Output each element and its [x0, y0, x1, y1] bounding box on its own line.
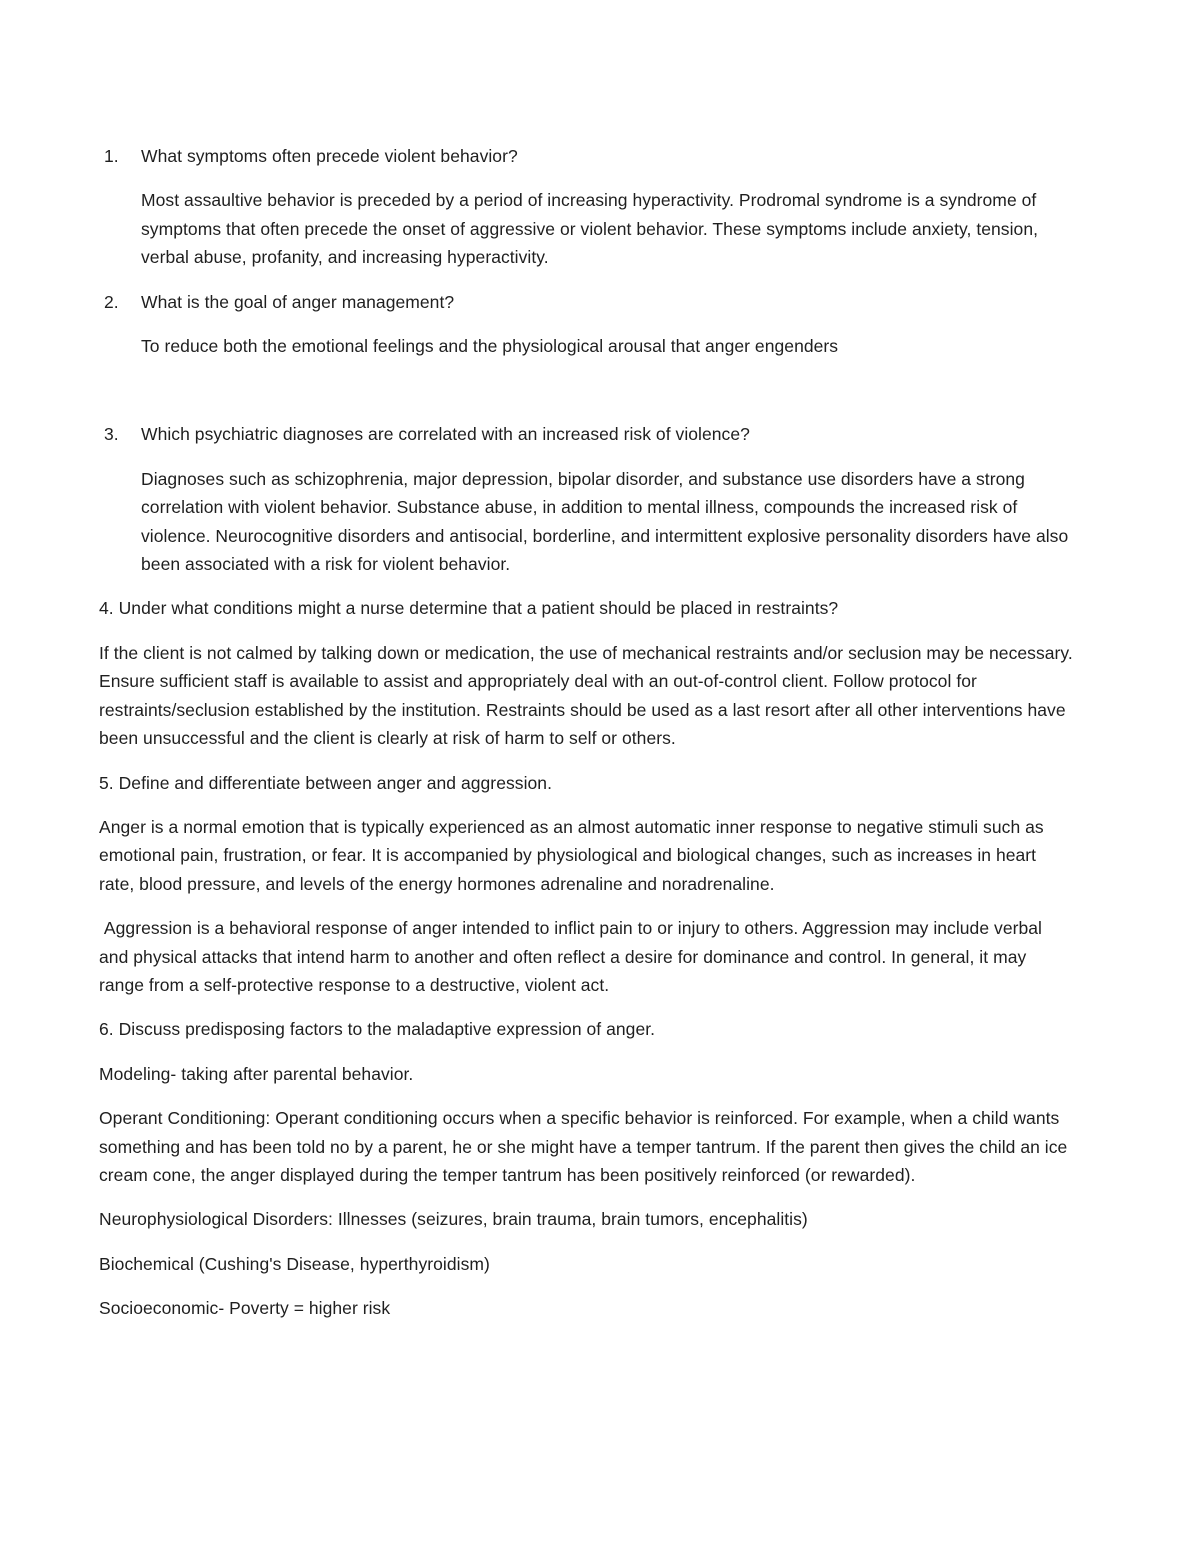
factor-neurophysiological: Neurophysiological Disorders: Illnesses (seizures, brain trauma, brain tumors, encephalitis) [99, 1209, 808, 1230]
answer-5-anger: Anger is a normal emotion that is typically experienced as an almost automatic inner response to negative stimuli such as emotional pain, frustration, or fear. It is accompanied by physiological and biological changes, such as increases in heart rate, blood pressure, and levels of the energy hormones adrenaline and noradrenaline. [99, 816, 1044, 894]
factor-modeling: Modeling- taking after parental behavior. [99, 1063, 414, 1084]
factor-socioeconomic: Socioeconomic- Poverty = higher risk [99, 1298, 391, 1319]
question-text: What is the goal of anger management? [141, 291, 455, 312]
answer-4: If the client is not calmed by talking down or medication, the use of mechanical restraints and/or seclusion may be necessary. Ensure sufficient staff is available to assist and appropriately deal with an out-of-control client. Follow protocol for restraints/seclusion established by the institution. Restraints should be used as a last resort after all other interventions have been unsuccessful and the client is clearly at risk of harm to self or others. [99, 642, 1073, 749]
answer-1: Most assaultive behavior is preceded by a period of increasing hyperactivity. Prodromal syndrome is a syndrome of symptoms that often precede the onset of aggressive or violent behavior. These symptoms include anxiety, tension, verbal abuse, profanity, and increasing hyperactivity. [141, 190, 1039, 268]
factor-biochemical: Biochemical (Cushing's Disease, hyperthyroidism) [99, 1253, 490, 1274]
question-3 [99, 420, 1074, 448]
question-1 [99, 142, 1074, 170]
answer-3: Diagnoses such as schizophrenia, major depression, bipolar disorder, and substance use disorders have a strong correlation with violent behavior. Substance abuse, in addition to mental illness, compounds the increased risk of violence. Neurocognitive disorders and antisocial, borderline, and intermittent explosive personality disorders have also been associated with a risk for violent behavior. [141, 468, 1069, 575]
factor-operant-conditioning: Operant Conditioning: Operant conditioning occurs when a specific behavior is reinforced. For example, when a child wants something and has been told no by a parent, he or she might have a temper tantrum. If the parent then gives the child an ice cream cone, the anger displayed during the temper tantrum has been positively reinforced (or rewarded). [99, 1108, 1068, 1185]
question-2 [99, 288, 1074, 316]
question-number: 3. [104, 424, 119, 445]
answer-5-aggression: Aggression is a behavioral response of anger intended to inflict pain to or injury to others. Aggression may include verbal and physical attacks that intend harm to another and often reflect a desire for dominance and control. In general, it may range from a self-protective response to a destructive, violent act. [99, 918, 1047, 995]
question-4: 4. Under what conditions might a nurse determine that a patient should be placed in restraints? [99, 598, 839, 619]
question-6: 6. Discuss predisposing factors to the maladaptive expression of anger. [99, 1019, 656, 1040]
question-text: Which psychiatric diagnoses are correlated with an increased risk of violence? [141, 424, 750, 445]
question-number: 2. [104, 291, 119, 312]
question-text: What symptoms often precede violent behavior? [141, 146, 518, 166]
question-number: 1. [104, 146, 119, 166]
answer-2: To reduce both the emotional feelings and the physiological arousal that anger engenders [141, 336, 839, 357]
document-body [99, 142, 1074, 1323]
question-5: 5. Define and differentiate between anger and aggression. [99, 772, 552, 793]
